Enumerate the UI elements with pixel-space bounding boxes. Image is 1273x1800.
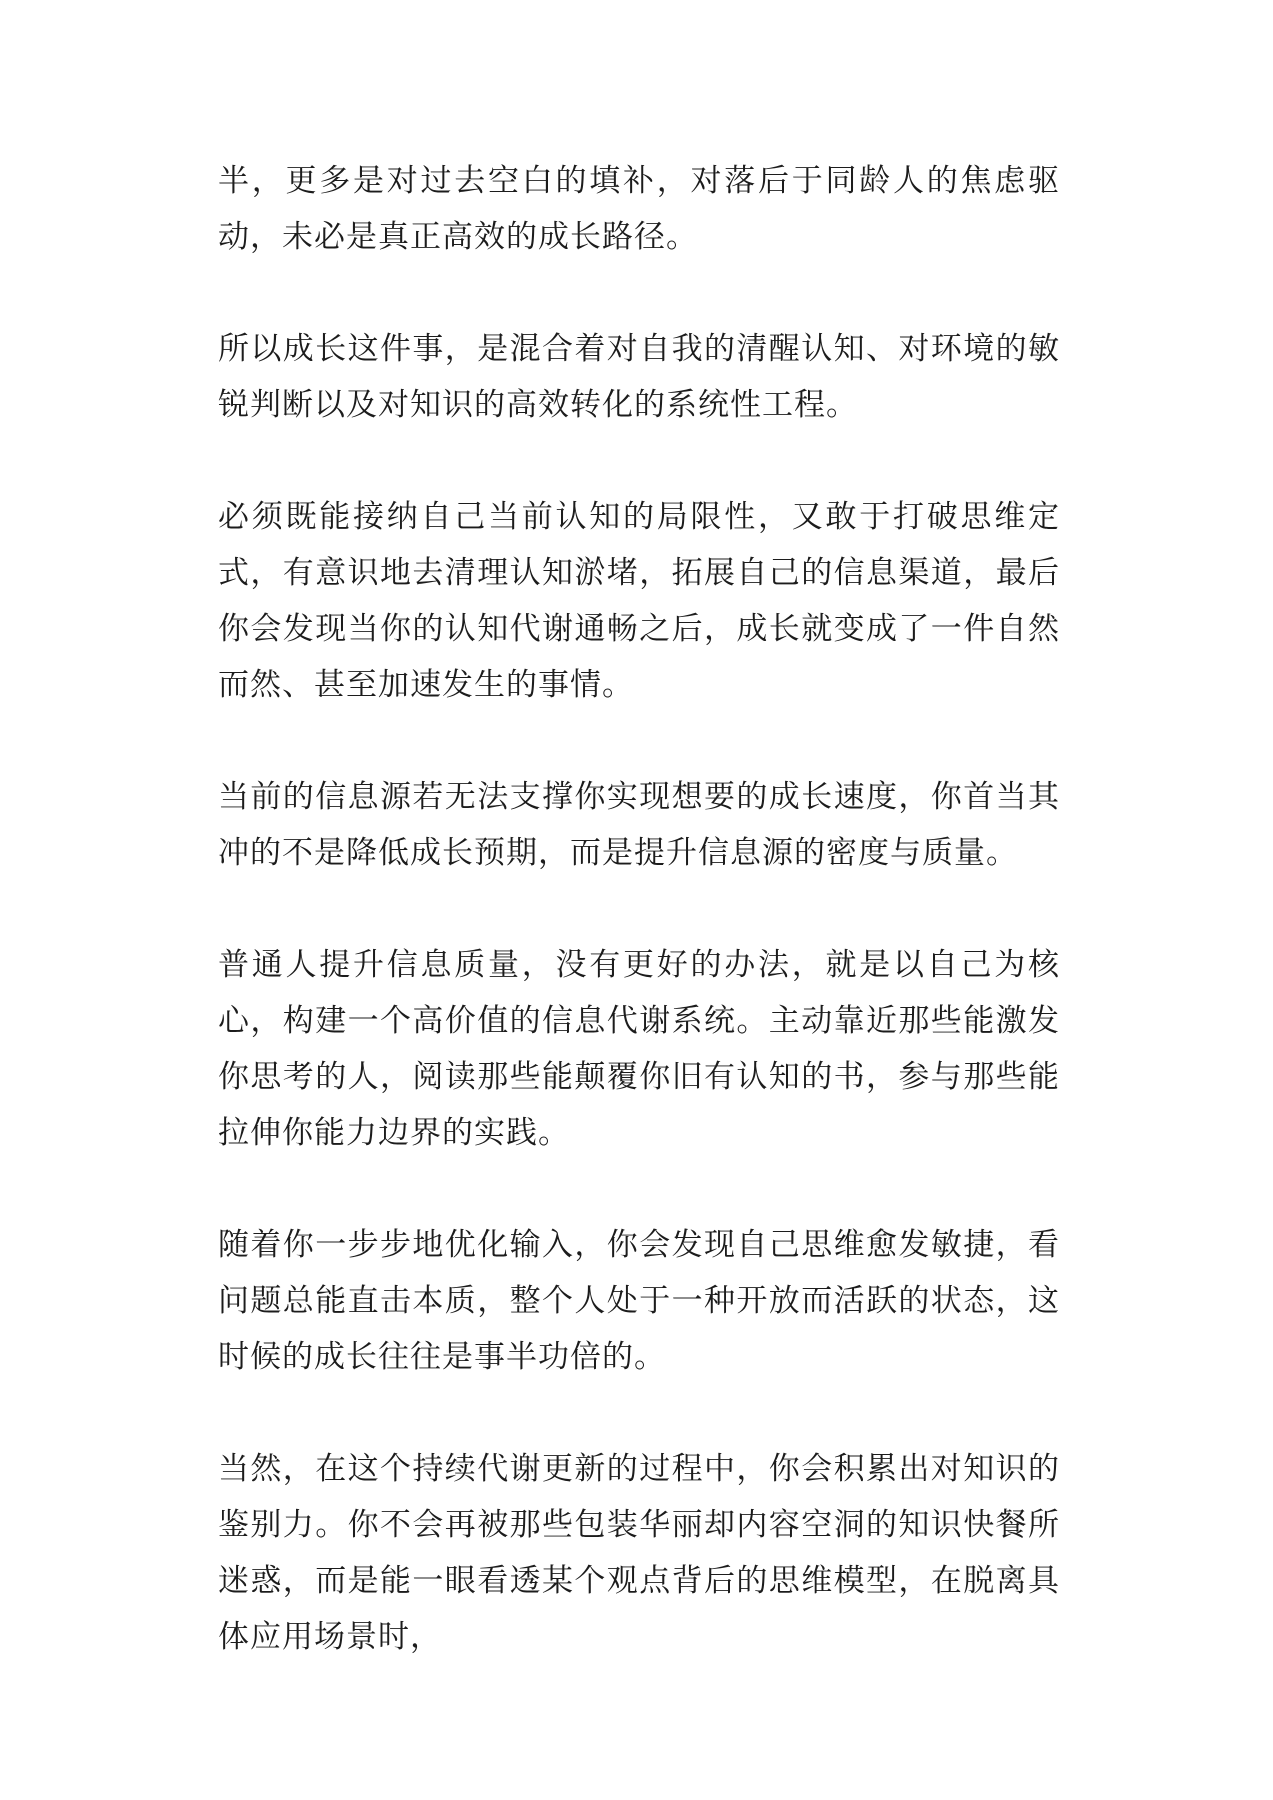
paragraph: 当前的信息源若无法支撑你实现想要的成长速度，你首当其冲的不是降低成长预期，而是提升信息源的密度与质量。 [218, 779, 1060, 871]
document-body [218, 153, 1060, 1721]
paragraph: 半，更多是对过去空白的填补，对落后于同龄人的焦虑驱动，未必是真正高效的成长路径。 [218, 163, 1060, 255]
paragraph: 随着你一步步地优化输入，你会发现自己思维愈发敏捷，看问题总能直击本质，整个人处于一种开放而活跃的状态，这时候的成长往往是事半功倍的。 [218, 1227, 1060, 1375]
paragraph: 所以成长这件事，是混合着对自我的清醒认知、对环境的敏锐判断以及对知识的高效转化的系统性工程。 [218, 331, 1060, 423]
paragraph: 必须既能接纳自己当前认知的局限性，又敢于打破思维定式，有意识地去清理认知淤堵，拓展自己的信息渠道，最后你会发现当你的认知代谢通畅之后，成长就变成了一件自然而然、甚至加速发生的事情。 [218, 499, 1060, 703]
paragraph: 普通人提升信息质量，没有更好的办法，就是以自己为核心，构建一个高价值的信息代谢系统。主动靠近那些能激发你思考的人，阅读那些能颠覆你旧有认知的书，参与那些能拉伸你能力边界的实践。 [218, 947, 1060, 1151]
paragraph: 当然，在这个持续代谢更新的过程中，你会积累出对知识的鉴别力。你不会再被那些包装华丽却内容空洞的知识快餐所迷惑，而是能一眼看透某个观点背后的思维模型，在脱离具体应用场景时， [218, 1451, 1060, 1655]
